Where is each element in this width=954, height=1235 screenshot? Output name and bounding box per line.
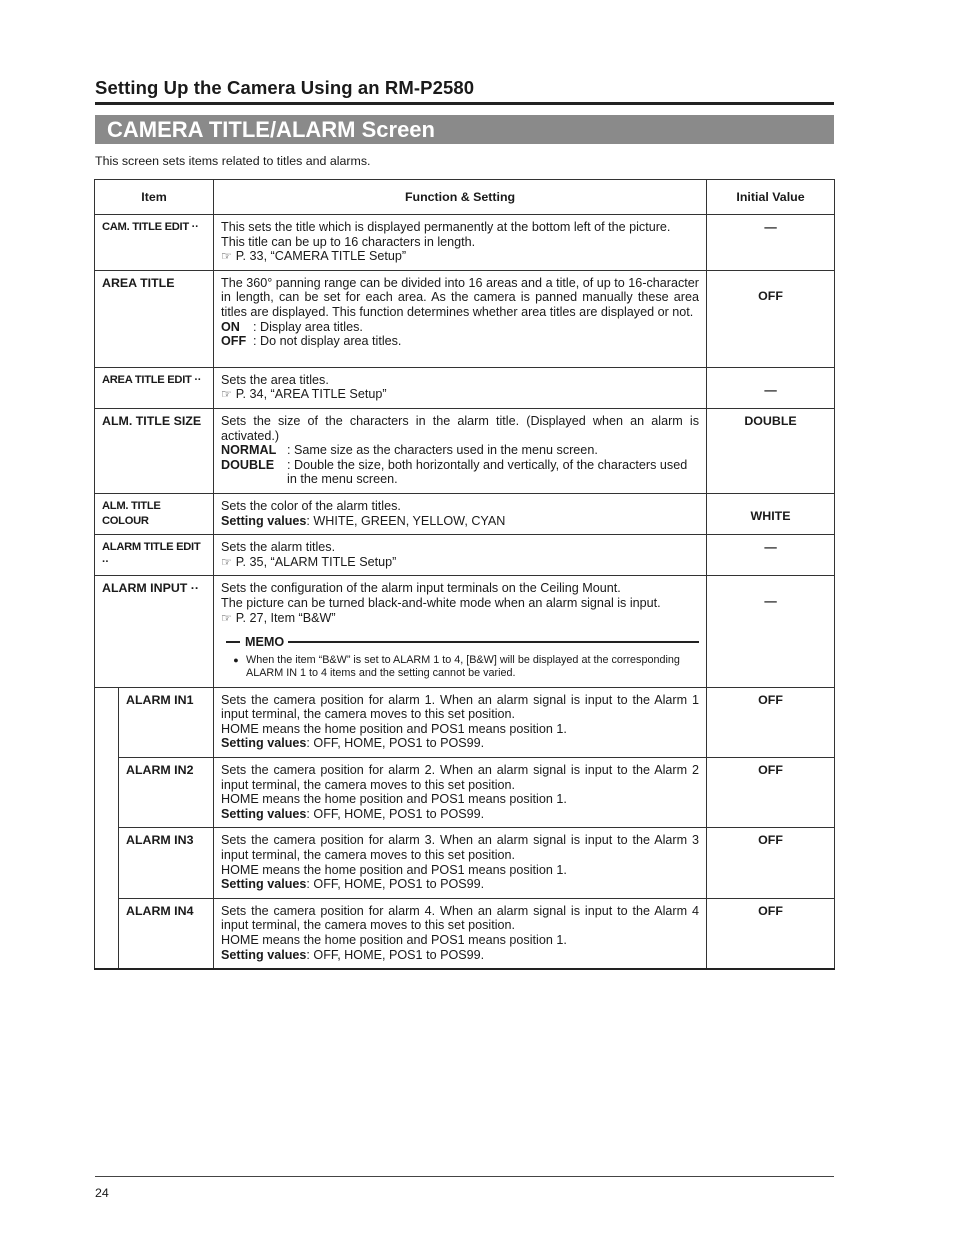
function-text: Sets the camera position for alarm 1. When an alarm signal is input to the Alarm 1 input terminal, the camera moves to this set position.	[221, 692, 700, 722]
indent-cell	[95, 687, 119, 757]
function-cell	[214, 828, 707, 898]
option-key: ON	[221, 319, 240, 334]
table-row	[95, 576, 835, 687]
initial-value-cell: —	[707, 535, 835, 576]
item-cell: ALARM TITLE EDIT ··	[95, 535, 214, 576]
option-row	[221, 320, 699, 335]
heading-rule	[95, 102, 834, 105]
page-reference	[221, 249, 699, 264]
function-line: HOME means the home position and POS1 means position 1.	[221, 862, 567, 877]
item-cell: AREA TITLE EDIT ··	[95, 367, 214, 408]
page-reference	[221, 611, 699, 626]
option-row	[221, 443, 699, 458]
header-function: Function & Setting	[214, 180, 707, 215]
reference-text: P. 33, “CAMERA TITLE Setup”	[235, 249, 407, 264]
page-reference	[221, 387, 699, 402]
setting-values	[221, 514, 699, 529]
function-cell	[214, 898, 707, 969]
indent-cell	[95, 828, 119, 898]
bullet-icon: ●	[233, 654, 239, 665]
initial-value-cell: WHITE	[707, 493, 835, 534]
item-cell: ALARM IN2	[119, 758, 214, 828]
item-cell: ALARM IN1	[119, 687, 214, 757]
item-cell: ALARM IN4	[119, 898, 214, 969]
header-initial: Initial Value	[707, 180, 835, 215]
table-row	[95, 408, 835, 493]
setting-value: : OFF, HOME, POS1 to POS99.	[306, 877, 485, 892]
option-row	[221, 458, 699, 487]
function-line: HOME means the home position and POS1 means position 1.	[221, 721, 567, 736]
table-row	[95, 215, 835, 271]
table-row	[95, 758, 835, 828]
option-key: OFF	[221, 334, 247, 349]
setting-value: : WHITE, GREEN, YELLOW, CYAN	[306, 513, 506, 528]
option-key: DOUBLE	[221, 457, 275, 472]
reference-text: P. 35, “ALARM TITLE Setup”	[235, 554, 397, 569]
function-line: The picture can be turned black-and-white mode when an alarm signal is input.	[221, 595, 661, 610]
header-item: Item	[95, 180, 214, 215]
memo-text: When the item “B&W” is set to ALARM 1 to 4, [B&W] will be displayed at the corresponding ALARM IN 1 to 4 items and the setting cannot be varied.	[246, 653, 680, 680]
setting-values	[221, 807, 699, 822]
pointing-hand-icon: ☞	[221, 554, 232, 569]
item-cell: CAM. TITLE EDIT ··	[95, 215, 214, 271]
intro-text: This screen sets items related to titles and alarms.	[95, 154, 371, 168]
item-cell: ALM. TITLE SIZE	[95, 408, 214, 493]
item-cell: ALARM IN3	[119, 828, 214, 898]
footer-rule	[95, 1176, 834, 1177]
function-cell	[214, 576, 707, 687]
option-value: : Same size as the characters used in the menu screen.	[287, 443, 598, 458]
function-cell	[214, 758, 707, 828]
setting-values	[221, 948, 699, 963]
initial-value-cell: DOUBLE	[707, 408, 835, 493]
function-text: Sets the camera position for alarm 3. When an alarm signal is input to the Alarm 3 input terminal, the camera moves to this set position.	[221, 833, 700, 863]
function-text: Sets the size of the characters in the alarm title. (Displayed when an alarm is activated.)	[221, 413, 700, 443]
item-cell: ALARM INPUT ··	[95, 576, 214, 687]
function-cell	[214, 493, 707, 534]
initial-value-cell: OFF	[707, 828, 835, 898]
pointing-hand-icon: ☞	[221, 610, 232, 625]
initial-value-cell: OFF	[707, 898, 835, 969]
setting-label: Setting values	[221, 513, 307, 528]
function-cell	[214, 687, 707, 757]
function-line: Sets the color of the alarm titles.	[221, 498, 401, 513]
pointing-hand-icon: ☞	[221, 387, 232, 402]
section-heading: Setting Up the Camera Using an RM-P2580	[95, 77, 475, 98]
function-text: Sets the camera position for alarm 2. When an alarm signal is input to the Alarm 2 input terminal, the camera moves to this set position.	[221, 763, 700, 792]
screen-title: CAMERA TITLE/ALARM Screen	[95, 115, 834, 144]
function-cell	[214, 408, 707, 493]
memo-item	[226, 654, 699, 681]
setting-value: : OFF, HOME, POS1 to POS99.	[306, 736, 485, 751]
indent-cell	[95, 898, 119, 969]
setting-label: Setting values	[221, 877, 307, 892]
item-cell: ALM. TITLE COLOUR	[95, 493, 214, 534]
function-line: Sets the area titles.	[221, 372, 329, 387]
memo-dash	[226, 641, 240, 643]
table-row	[95, 270, 835, 367]
initial-value-cell: OFF	[707, 687, 835, 757]
table-row	[95, 535, 835, 576]
function-line: This title can be up to 16 characters in length.	[221, 234, 476, 249]
settings-table	[94, 179, 835, 970]
table-row	[95, 898, 835, 969]
memo-box	[226, 635, 699, 681]
function-line: Sets the alarm titles.	[221, 540, 336, 555]
reference-text: P. 27, Item “B&W”	[235, 610, 336, 625]
function-line: HOME means the home position and POS1 means position 1.	[221, 792, 567, 807]
setting-value: : OFF, HOME, POS1 to POS99.	[306, 806, 485, 821]
table-row	[95, 367, 835, 408]
function-line: Sets the configuration of the alarm input terminals on the Ceiling Mount.	[221, 581, 621, 596]
memo-heading	[226, 635, 699, 650]
option-value: : Double the size, both horizontally and vertically, of the characters used in the menu screen.	[287, 457, 688, 487]
table-row	[95, 828, 835, 898]
function-line: HOME means the home position and POS1 means position 1.	[221, 933, 567, 947]
setting-label: Setting values	[221, 947, 307, 962]
initial-value-cell: OFF	[707, 270, 835, 367]
initial-value-cell: OFF	[707, 758, 835, 828]
initial-value-cell: —	[707, 576, 835, 687]
function-text: Sets the camera position for alarm 4. When an alarm signal is input to the Alarm 4 input terminal, the camera moves to this set position.	[221, 903, 700, 933]
function-cell	[214, 270, 707, 367]
reference-text: P. 34, “AREA TITLE Setup”	[235, 387, 387, 402]
setting-values	[221, 736, 699, 751]
initial-value-cell: —	[707, 215, 835, 271]
option-row	[221, 334, 699, 349]
table-row	[95, 493, 835, 534]
function-cell	[214, 535, 707, 576]
table-row	[95, 687, 835, 757]
indent-cell	[95, 758, 119, 828]
function-text: The 360° panning range can be divided into 16 areas and a title, of up to 16-character in length, can be set for each area. As the camera is panned manually these area titles are displayed. This function determines whether area titles are displayed or not.	[221, 275, 700, 319]
setting-label: Setting values	[221, 806, 307, 821]
option-key: NORMAL	[221, 443, 277, 458]
pointing-hand-icon: ☞	[221, 249, 232, 264]
option-value: : Display area titles.	[253, 319, 363, 334]
memo-rule	[288, 641, 699, 643]
table-header-row	[95, 180, 835, 215]
item-cell: AREA TITLE	[95, 270, 214, 367]
setting-values	[221, 877, 699, 892]
initial-value-cell: —	[707, 367, 835, 408]
setting-label: Setting values	[221, 736, 307, 751]
option-value: : Do not display area titles.	[253, 334, 402, 349]
page-number: 24	[95, 1186, 109, 1200]
function-cell	[214, 215, 707, 271]
page-reference	[221, 555, 699, 570]
function-cell	[214, 367, 707, 408]
setting-value: : OFF, HOME, POS1 to POS99.	[306, 947, 485, 962]
memo-title: MEMO	[245, 635, 285, 650]
function-line: This sets the title which is displayed permanently at the bottom left of the picture.	[221, 220, 671, 234]
